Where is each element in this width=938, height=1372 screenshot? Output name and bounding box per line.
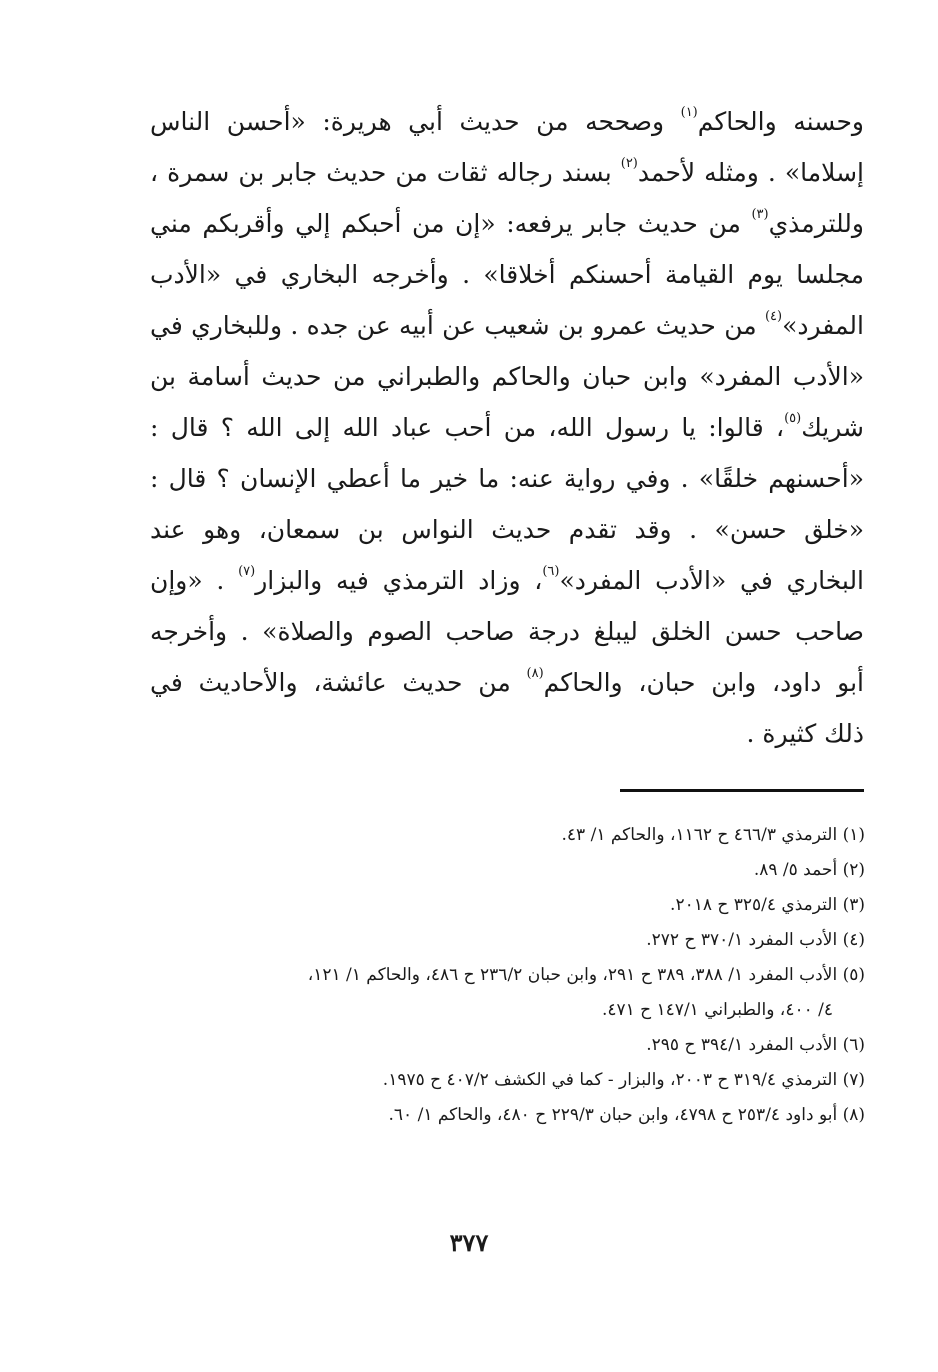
- footnote-1: (١) الترمذي ٤٦٦/٣ ح ١١٦٢، والحاكم ١/ ٤٣.: [561, 825, 865, 845]
- footnote-3: (٣) الترمذي ٣٢٥/٤ ح ٢٠١٨.: [670, 895, 865, 915]
- footnote-5: (٥) الأدب المفرد ١/ ٣٨٨، ٣٨٩ ح ٢٩١، وابن حبان ٢٣٦/٢ ح ٤٨٦، والحاكم ١/ ١٢١،: [307, 965, 865, 985]
- footnote-separator: [620, 789, 864, 792]
- text-line-12: أبو داود، وابن حبان، والحاكم$^{(٨)}$ من حديث عائشة، والأحاديث في: [150, 666, 865, 697]
- footnote-ref-1[interactable]: (١): [680, 105, 698, 120]
- footnote-2: (٢) أحمد ٥/ ٨٩.: [753, 860, 865, 880]
- text-line-9: «خلق حسن» . وقد تقدم حديث النواس بن سمعان، وهو عند: [150, 515, 864, 544]
- footnote-ref-3[interactable]: (٣): [751, 207, 769, 222]
- text-line-13: ذلك كثيرة .: [746, 719, 864, 748]
- text-line-8: «أحسنهم خلقًا» . وفي رواية عنه: ما خير ما أعطي الإنسان ؟ قال :: [150, 464, 864, 493]
- text-line-1: وحسنه والحاكم$^{(١)}$ وصححه من حديث أبي هريرة: «أحسن الناس: [150, 105, 865, 136]
- text-line-2: إسلاما» . ومثله لأحمد$^{(٢)}$ بسند رجاله ثقات من حديث جابر بن سمرة ،: [150, 156, 864, 187]
- text-line-5: المفرد»$^{(٤)}$ من حديث عمرو بن شعيب عن أبيه عن جده . وللبخاري في: [150, 309, 864, 340]
- footnote-7: (٧) الترمذي ٣١٩/٤ ح ٢٠٠٣، والبزار - كما في الكشف ٤٠٧/٢ ح ١٩٧٥.: [382, 1070, 865, 1090]
- footnote-5-continued: ٤/ ٤٠٠، والطبراني ١٤٧/١ ح ٤٧١.: [601, 1000, 833, 1020]
- footnote-4: (٤) الأدب المفرد ٣٧٠/١ ح ٢٧٢.: [646, 930, 865, 950]
- footnote-ref-5[interactable]: (٥): [784, 411, 802, 426]
- footnote-ref-6[interactable]: (٦): [542, 564, 560, 579]
- footnote-8: (٨) أبو داود ٢٥٣/٤ ح ٤٧٩٨، وابن حبان ٢٢٩/٣ ح ٤٨٠، والحاكم ١/ ٦٠.: [388, 1105, 865, 1125]
- text-line-3: وللترمذي$^{(٣)}$ من حديث جابر يرفعه: «إن من أحبكم إلي وأقربكم مني: [150, 207, 864, 238]
- footnote-ref-2[interactable]: (٢): [620, 156, 638, 171]
- text-line-11: صاحب حسن الخلق ليبلغ درجة صاحب الصوم والصلاة» . وأخرجه: [150, 617, 864, 646]
- footnote-ref-8[interactable]: (٨): [526, 666, 544, 681]
- text-line-10: البخاري في «الأدب المفرد»$^{(٦)}$، وزاد الترمذي فيه والبزار$^{(٧)}$ . «وإن: [150, 564, 865, 595]
- footnotes-block: [140, 818, 865, 1133]
- main-text-block: [150, 96, 864, 759]
- text-line-6: «الأدب المفرد» وابن حبان والحاكم والطبراني من حديث أسامة بن: [150, 362, 864, 391]
- footnote-6: (٦) الأدب المفرد ٣٩٤/١ ح ٢٩٥.: [646, 1035, 865, 1055]
- text-line-4: مجلسا يوم القيامة أحسنكم أخلاقا» . وأخرجه البخاري في «الأدب: [150, 260, 864, 289]
- text-line-7: شريك$^{(٥)}$، قالوا: يا رسول الله، من أحب عباد الله إلى الله ؟ قال :: [150, 411, 864, 442]
- footnote-ref-7[interactable]: (٧): [238, 564, 256, 579]
- footnote-ref-4[interactable]: (٤): [764, 309, 783, 324]
- page-number: ٣٧٧: [449, 1228, 489, 1257]
